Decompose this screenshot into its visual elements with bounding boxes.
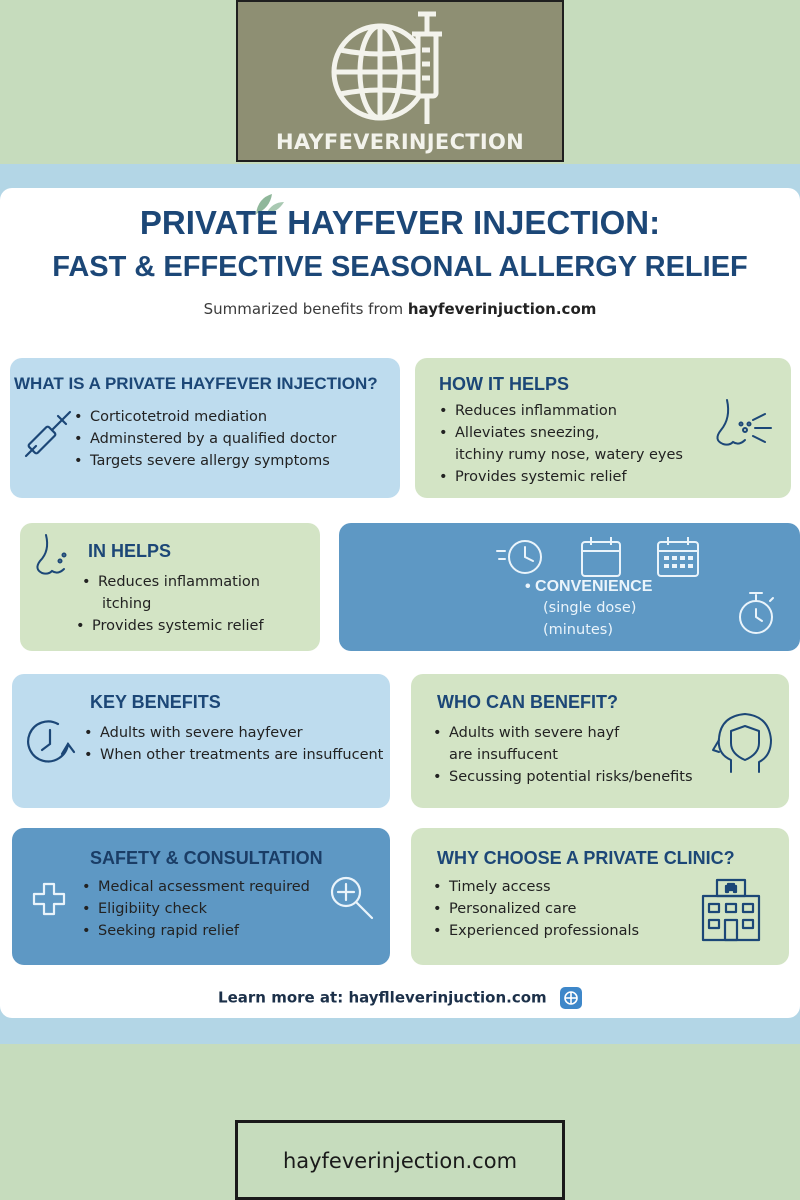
list-item: • Timely access: [433, 876, 639, 898]
list-item: itching: [102, 596, 152, 612]
clock-refresh-icon: [22, 714, 78, 770]
convenience-line: (single dose): [543, 600, 637, 616]
card-list: [439, 400, 683, 488]
nose-icon: [32, 531, 76, 579]
nose-sneeze-icon: [709, 396, 775, 452]
footer-site-box[interactable]: [235, 1120, 565, 1200]
logo-banner: [236, 0, 564, 162]
list-item: itchiny rumy nose, watery eyes: [455, 447, 683, 463]
card-who-can-benefit: [411, 674, 789, 808]
stopwatch-icon: [735, 589, 777, 637]
hospital-icon: [699, 876, 763, 942]
clock-icon: [495, 535, 547, 579]
card-list: [82, 876, 310, 942]
card-title: KEY BENEFITS: [90, 692, 221, 712]
list-item: • Adults with severe hayf: [433, 722, 693, 744]
card-title: SAFETY & CONSULTATION: [90, 848, 323, 868]
list-item: • Personalized care: [433, 898, 639, 920]
list-item: • When other treatments are insuffucent: [84, 744, 383, 766]
list-item: • Secussing potential risks/benefits: [433, 766, 693, 788]
card-title: WHY CHOOSE A PRIVATE CLINIC?: [437, 848, 735, 868]
card-list: [84, 722, 383, 766]
list-item: • Provides systemic relief: [76, 615, 264, 637]
globe-icon: [560, 987, 582, 1009]
list-item: • Adults with severe hayfever: [84, 722, 383, 744]
list-item: • Targets severe allergy symptoms: [74, 450, 336, 472]
convenience-line: (minutes): [543, 622, 614, 638]
list-item: • Medical acsessment required: [82, 876, 310, 898]
card-title: WHAT IS A PRIVATE HAYFEVER INJECTION?: [14, 374, 378, 393]
list-item: • Provides systemic relief: [439, 466, 683, 488]
card-in-helps: [20, 523, 320, 651]
title-line-2: FAST & EFFECTIVE SEASONAL ALLERGY RELIEF: [52, 251, 748, 283]
calendar-icon: [579, 535, 623, 579]
medical-cross-icon: [32, 882, 66, 916]
card-convenience: [339, 523, 800, 651]
list-item: • Alleviates sneezing,: [439, 422, 683, 444]
card-how-it-helps: [415, 358, 791, 498]
list-item: • Seeking rapid relief: [82, 920, 310, 942]
list-item: • Corticotetroid mediation: [74, 406, 336, 428]
card-title: IN HELPS: [88, 541, 172, 561]
calendar-grid-icon: [655, 535, 701, 579]
list-item: are insuffucent: [449, 747, 558, 763]
convenience-label: • CONVENIENCE: [525, 578, 653, 595]
card-safety: [12, 828, 390, 965]
learn-more-link[interactable]: Learn more at: hayflleverinjuction.com: [0, 987, 800, 1009]
syringe-icon: [22, 408, 74, 460]
card-list: [433, 876, 639, 942]
logo-text: HAYFEVERINJECTION: [275, 130, 525, 154]
card-key-benefits: [12, 674, 390, 808]
globe-syringe-icon: [322, 6, 482, 130]
card-title: WHO CAN BENEFIT?: [437, 692, 618, 712]
list-item: • Reduces inflammation: [82, 571, 264, 593]
card-list: [82, 571, 264, 637]
head-shield-icon: [711, 710, 777, 776]
title-line-1: PRIVATE HAYFEVER INJECTION:: [139, 204, 661, 241]
list-item: • Eligibiity check: [82, 898, 310, 920]
card-what-is: [10, 358, 400, 498]
magnifier-cross-icon: [328, 874, 376, 922]
list-item: • Adminstered by a qualified doctor: [74, 428, 336, 450]
card-list: [74, 406, 336, 472]
subtitle: Summarized benefits from hayfeverinjuction.com: [203, 300, 597, 318]
list-item: • Reduces inflammation: [439, 400, 683, 422]
footer-site: hayfeverinjection.com: [282, 1149, 518, 1173]
card-list: [433, 722, 693, 788]
list-item: • Experienced professionals: [433, 920, 639, 942]
card-title: HOW IT HELPS: [439, 374, 569, 394]
card-why-private-clinic: [411, 828, 789, 965]
